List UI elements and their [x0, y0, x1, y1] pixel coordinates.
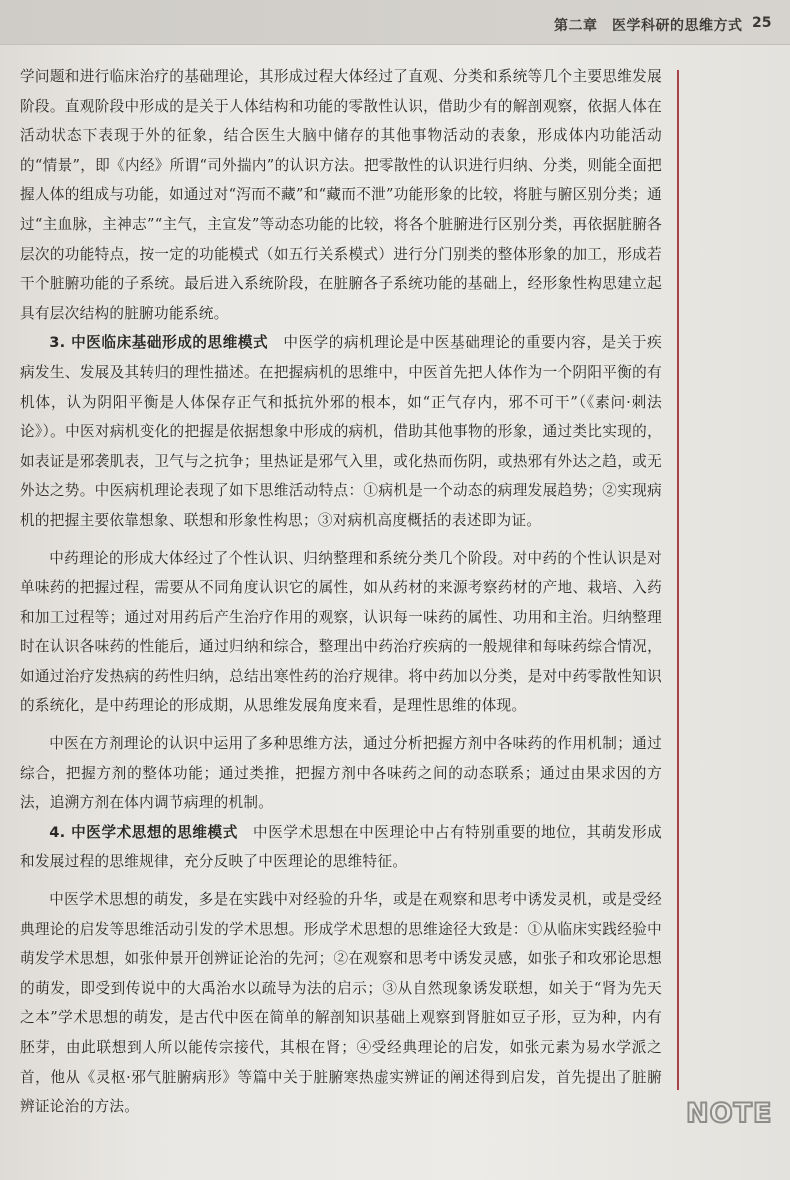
section-4-heading: 4. 中医学术思想的思维模式: [49, 823, 238, 841]
paragraph-formula-theory: 中医在方剂理论的认识中运用了多种思维方法，通过分析把握方剂中各味药的作用机制；通过综合，把握方剂的整体功能；通过类推，把握方剂中各味药之间的动态联系；通过由果求因的方法，追溯方剂在体内调节病理的机制。: [20, 735, 662, 812]
page-number: 25: [752, 15, 772, 31]
note-label: NOTE: [686, 1098, 773, 1129]
section-4-text: 中医学术思想在中医理论中占有特别重要的地位，其萌发形成和发展过程的思维规律，充分反映了中医理论的思维特征。: [20, 823, 662, 871]
body-text: [20, 62, 662, 1122]
running-header: [0, 0, 790, 45]
section-3-paragraph: [20, 328, 662, 535]
paragraph-continuation: 学问题和进行临床治疗的基础理论，其形成过程大体经过了直观、分类和系统等几个主要思维发展阶段。直观阶段中形成的是关于人体结构和功能的零散性认识，借助少有的解剖观察，依据人体在活动状态下表现于外的征象，结合医生大脑中储存的其他事物活动的表象，形成体内功能活动的“情景”，即《内经》所谓“司外揣内”的认识方法。把零散性的认识进行归纳、分类，则能全面把握人体的组成与功能，如通过对“泻而不藏”和“藏而不泄”功能形象的比较，将脏与腑区别分类；通过“主血脉，主神志”“主气，主宣发”等动态功能的比较，将各个脏腑进行区别分类，再依据脏腑各层次的功能特点，按一定的功能模式（如五行关系模式）进行分门别类的整体形象的加工，形成若干个脏腑功能的子系统。最后进入系统阶段，在脏腑各子系统功能的基础上，经形象性构思建立起具有层次结构的脏腑功能系统。: [20, 68, 662, 322]
section-3-text: 中医学的病机理论是中医基础理论的重要内容，是关于疾病发生、发展及其转归的理性描述。在把握病机的思维中，中医首先把人体作为一个阴阳平衡的有机体，认为阴阳平衡是人体保存正气和抵抗外邪的根本，如“正气存内，邪不可干”（《素问·刺法论》）。中医对病机变化的把握是依据想象中形成的病机，借助其他事物的形象，通过类比实现的，如表证是邪袭肌表，卫气与之抗争；里热证是邪气入里，或化热而伤阴，或热邪有外达之趋，或无外达之势。中医病机理论表现了如下思维活动特点：①病机是一个动态的病理发展趋势；②实现病机的把握主要依靠想象、联想和形象性构思；③对病机高度概括的表述即为证。: [20, 334, 662, 529]
paragraph-academic-thought: 中医学术思想的萌发，多是在实践中对经验的升华，或是在观察和思考中诱发灵机，或是受经典理论的启发等思维活动引发的学术思想。形成学术思想的思维途径大致是：①从临床实践经验中萌发学术思想，如张仲景开创辨证论治的先河；②在观察和思考中诱发灵感，如张子和攻邪论思想的萌发，即受到传说中的大禹治水以疏导为法的启示；③从自然现象诱发联想，如关于“肾为先天之本”学术思想的萌发，是古代中医在简单的解剖知识基础上观察到肾脏如豆子形，豆为种，内有胚芽，由此联想到人所以能传宗接代，其根在肾；④受经典理论的启发，如张元素为易水学派之首，他从《灵枢·邪气脏腑病形》等篇中关于脏腑寒热虚实辨证的阐述得到启发，首先提出了脏腑辨证论治的方法。: [20, 891, 662, 1116]
margin-rule: [677, 70, 679, 1090]
section-3-heading: 3. 中医临床基础形成的思维模式: [49, 334, 269, 352]
paragraph-herbal-theory: 中药理论的形成大体经过了个性认识、归纳整理和系统分类几个阶段。对中药的个性认识是对单味药的把握过程，需要从不同角度认识它的属性，如从药材的来源考察药材的产地、栽培、入药和加工过程等；通过对用药后产生治疗作用的观察，认识每一味药的属性、功用和主治。归纳整理时在认识各味药的性能后，通过归纳和综合，整理出中药治疗疾病的一般规律和每味药综合情况，如通过治疗发热病的药性归纳，总结出寒性药的治疗规律。将中药加以分类，是对中药零散性知识的系统化，是中药理论的形成期，从思维发展角度来看，是理性思维的体现。: [20, 549, 662, 715]
section-4-paragraph: [20, 818, 662, 877]
chapter-title: 第二章 医学科研的思维方式: [554, 18, 743, 34]
